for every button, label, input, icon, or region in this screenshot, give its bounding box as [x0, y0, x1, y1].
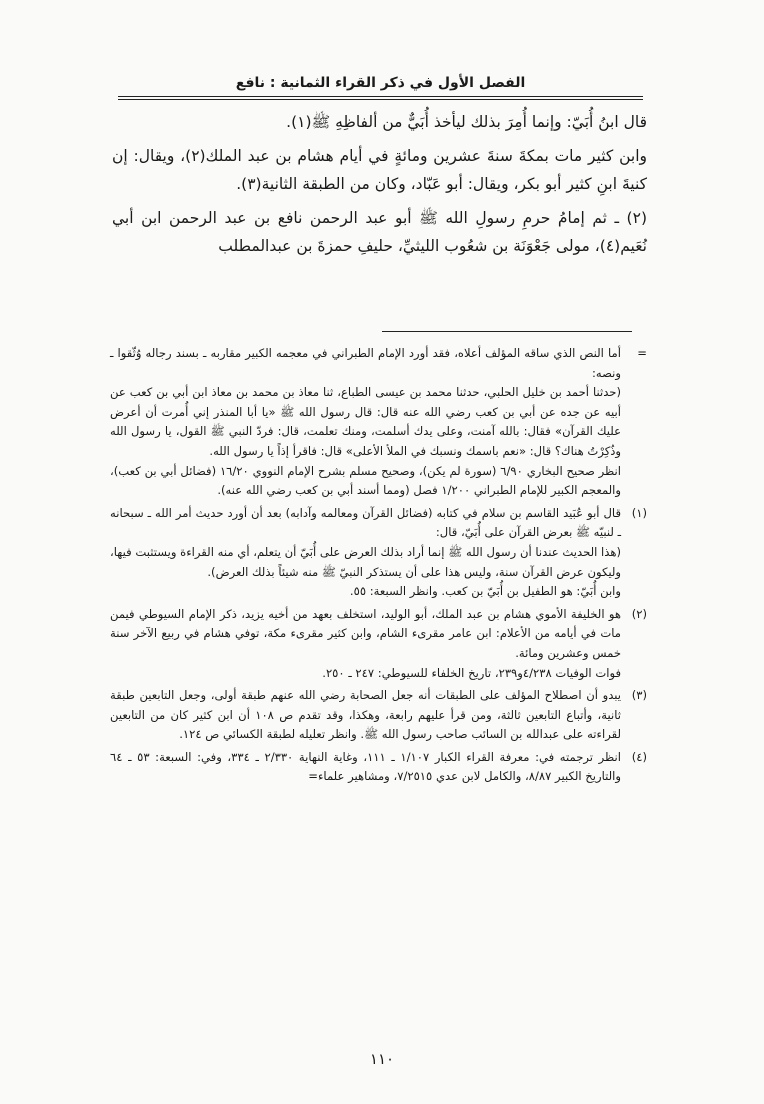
footnote-4: [110, 748, 647, 787]
paragraph-2: وابن كثير مات بمكةَ سنةَ عشرين ومائةٍ في أيام هشام بن عبد الملك(٢)، ويقال: إن كنيةَ ابنِ كثير أبو بكر، ويقال: أبو عَبّاد، وكان من الطبقة الثانية(٣).: [112, 147, 647, 193]
page-number: ١١٠: [369, 1050, 395, 1068]
footnote-separator: [382, 331, 632, 332]
footnote-text: (حدثنا أحمد بن خليل الحلبي، حدثنا محمد بن عيسى الطباع، ثنا معاذ بن محمد بن معاذ ابن أبي بن كعب عن أبيه عن جده عن أبي بن كعب رضي الله عنه قال: قال رسول الله ﷺ «يا أبا المنذر إني أُمرت أن أعرض عليك القرآن» فقال: بالله آمنت، وعلى يدك أسلمت، ومنك تعلمت، قال: فردّ النبي ﷺ القول، يا رسول الله وذُكِرْتُ هناك؟ قال: «نعم باسمك ونسبك في الملأ الأعلى» قال: فاقرأ إذاً يا رسول الله.: [110, 385, 621, 458]
running-header: الفصل الأول في ذكر القراء الثمانية : نافع: [235, 75, 526, 91]
footnote-text: يبدو أن اصطلاح المؤلف على الطبقات أنه جعل الصحابة رضي الله عنهم طبقة أولى، وجعل التابعين طبقة ثانية، وأتباع التابعين ثالثة، ومن قرأ عليهم رابعة، وهكذا، وقد تقدم ص ١٠٨ أن ابن كثير كان من التابعين لقراءته على عبدالله بن السائب صاحب رسول الله ﷺ. وانظر تعليله لطبقة الكسائي ص ١٢٤.: [110, 688, 621, 742]
footnote-2: [110, 605, 647, 683]
footnote-marker: (٢): [631, 606, 647, 621]
footnote-marker: =: [637, 346, 647, 360]
footnote-continued: [110, 344, 647, 501]
footnote-text: فوات الوفيات ٤/٢٣٨و٢٣٩، تاريخ الخلفاء للسيوطي: ٢٤٧ ـ ٢٥٠.: [322, 665, 621, 680]
footnote-1: [110, 504, 647, 602]
header-rule-bottom: [118, 99, 643, 100]
paragraph-1: قال ابنُ أُبَيّ: وإنما أُمِرَ بذلك ليأخذ أُبَيٌّ من ألفاظِهِ ﷺ(١).: [286, 113, 647, 131]
footnote-text: وابن أُبَيّ: هو الطفيل بن أُبَيّ بن كعب. وانظر السبعة: ٥٥.: [349, 584, 621, 599]
footnote-marker: (١): [631, 505, 647, 520]
footnote-text: انظر ترجمته في: معرفة القراء الكبار ١/١٠٧ ـ ١١١، وغاية النهاية ٢/٣٣٠ ـ ٣٣٤، وفي: السبعة: ٥٣ ـ ٦٤ والتاريخ الكبير ٨/٨٧، والكامل لابن عدي ٧/٢٥١٥، ومشاهير علماء=: [110, 749, 621, 784]
footnote-text: هو الخليفة الأموي هشام بن عبد الملك، أبو الوليد، استخلف بعهد من أخيه يزيد، ذكر الإمام السيوطي فيمن مات في أيامه من الأعلام: ابن عامر مقرىء الشام، وابن كثير مقرىء مكة، توفي هشام في ربيع الآخر سنة خمس وعشرين ومائة.: [110, 606, 621, 660]
footnotes: [110, 344, 647, 790]
footnote-text: قال أبو عُبَيد القاسم بن سلام في كتابه (فضائل القرآن ومعالمه وآدابه) بعد أن أورد حديث أمر الله ـ سبحانه ـ لنبيّه ﷺ بعرض القرآن على أُبَيّ، قال:: [110, 505, 621, 540]
footnote-text: (هذا الحديث عندنا أن رسول الله ﷺ إنما أراد بذلك العرض على أُبَيّ أن يتعلم، أي منه القراءة ويستثبت فيها، وليكون عرض القرآن سنة، وليس هذا على أن يستذكر النبيّ ﷺ منه شيئاً بذلك العرض).: [110, 544, 621, 579]
footnote-3: [110, 686, 647, 745]
footnote-marker: (٣): [631, 688, 647, 703]
main-text: [112, 108, 647, 266]
footnote-text: انظر صحيح البخاري ٦/٩٠ (سورة لم يكن)، وصحيح مسلم بشرح الإمام النووي ١٦/٢٠ (فضائل أبي بن كعب)، والمعجم الكبير للإمام الطبراني ١/٢٠٠ فصل (ومما أسند أبي بن كعب رضي الله عنه).: [110, 463, 622, 498]
paragraph-3: (٢) ـ ثم إمامُ حرمِ رسولِ الله ﷺ أبو عبد الرحمن نافع بن عبد الرحمن ابن أبي نُعَيم(٤)، مولى جَعْوَنَة بن شعُوب الليثيِّ، حليفِ حمزةَ بن عبدالمطلب: [112, 209, 647, 255]
footnote-text: أما النص الذي ساقه المؤلف أعلاه، فقد أورد الإمام الطبراني في معجمه الكبير مقاربه ـ بسند رجاله وُثّقوا ـ ونصه:: [110, 346, 621, 380]
footnote-marker: (٤): [631, 749, 647, 764]
header-rule-top: [118, 96, 643, 97]
